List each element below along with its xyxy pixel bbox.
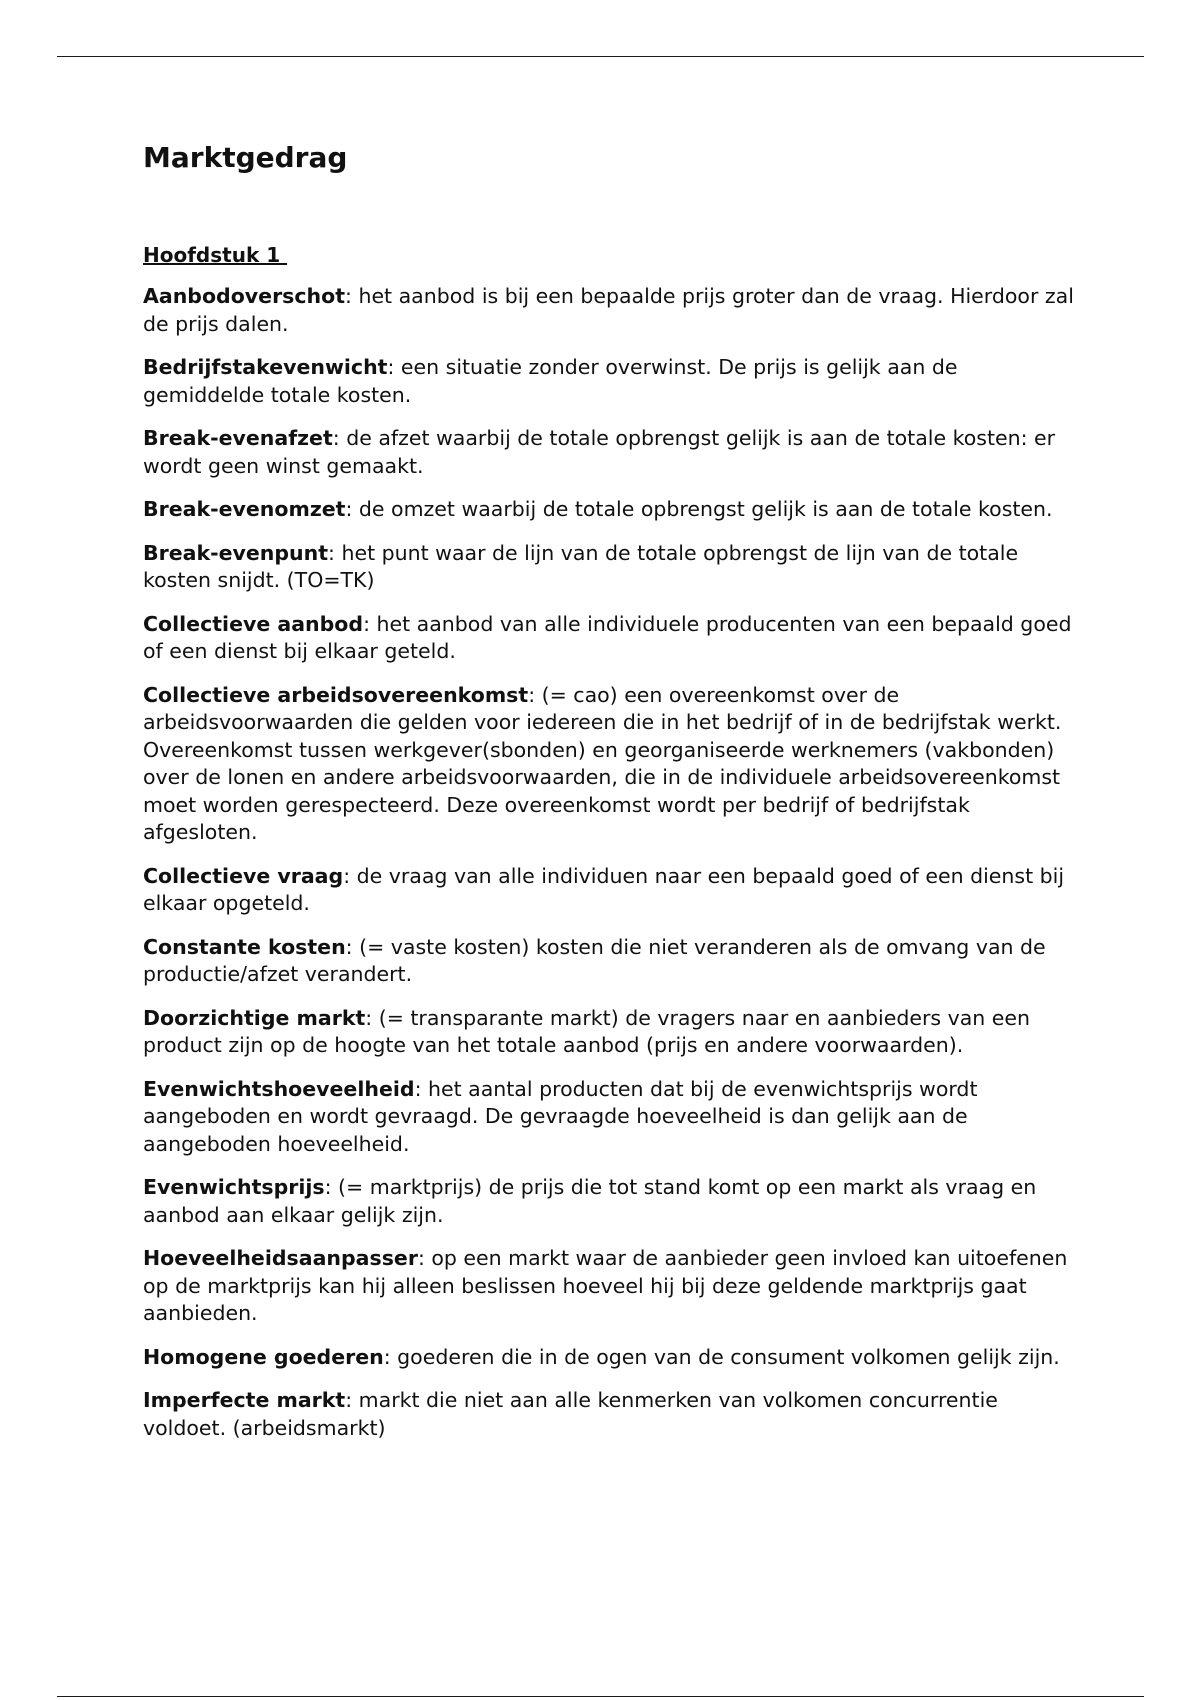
- glossary-definition: : (= cao) een overeenkomst over de arbeidsvoorwaarden die gelden voor iedereen die in het bedrijf of in de bedrijfstak werkt. Overeenkomst tussen werkgever(sbonden) en georganiseerde werknemers (vakbonden) over de lonen en andere arbeidsvoorwaarden, die in de individuele arbeidsovereenkomst moet worden gerespecteerd. Deze overeenkomst wordt per bedrijf of bedrijfstak afgesloten.: [143, 682, 1062, 844]
- glossary-entry-collectieve-aanbod: [143, 611, 1083, 666]
- glossary-term: Constante kosten: [143, 934, 346, 959]
- glossary-entry-collectieve-vraag: [143, 863, 1083, 918]
- glossary-entry-aanbodoverschot: [143, 283, 1083, 338]
- document-title: Marktgedrag: [143, 141, 348, 174]
- glossary-definition: : de afzet waarbij de totale opbrengst gelijk is aan de totale kosten: er wordt geen winst gemaakt.: [143, 426, 1056, 478]
- glossary-definition: : op een markt waar de aanbieder geen invloed kan uitoefenen op de marktprijs kan hij alleen beslissen hoeveel hij bij deze geldende marktprijs gaat aanbieden.: [143, 1246, 1068, 1325]
- header-rule: [57, 56, 1144, 57]
- glossary-definition: : een situatie zonder overwinst. De prijs is gelijk aan de gemiddelde totale kosten.: [143, 355, 958, 407]
- glossary-definition: : de vraag van alle individuen naar een bepaald goed of een dienst bij elkaar opgeteld.: [143, 863, 1065, 915]
- glossary-definition: : (= marktprijs) de prijs die tot stand komt op een markt als vraag en aanbod aan elkaar gelijk zijn.: [143, 1175, 1037, 1227]
- chapter-heading: Hoofdstuk 1: [143, 243, 288, 267]
- glossary-term: Collectieve aanbod: [143, 611, 364, 636]
- glossary-definition: : het aanbod is bij een bepaalde prijs groter dan de vraag. Hierdoor zal de prijs dalen.: [143, 284, 1074, 336]
- glossary-definition: : het punt waar de lijn van de totale opbrengst de lijn van de totale kosten snijdt. (TO=TK): [143, 540, 1019, 592]
- glossary-term: Collectieve vraag: [143, 863, 344, 888]
- glossary-term: Doorzichtige markt: [143, 1005, 366, 1030]
- glossary-term: Evenwichtshoeveelheid: [143, 1076, 415, 1101]
- glossary-term: Break-evenomzet: [143, 497, 346, 521]
- glossary-definition: : het aantal producten dat bij de evenwichtsprijs wordt aangeboden en wordt gevraagd. De gevraagde hoeveelheid is dan gelijk aan de aangeboden hoeveelheid.: [143, 1076, 978, 1156]
- glossary-definition: : de omzet waarbij de totale opbrengst gelijk is aan de totale kosten.: [345, 497, 1053, 521]
- glossary-term: Homogene goederen: [143, 1344, 384, 1369]
- glossary-definition: : markt die niet aan alle kenmerken van volkomen concurrentie voldoet. (arbeidsmarkt): [143, 1388, 998, 1440]
- glossary-definition: : goederen die in de ogen van de consument volkomen gelijk zijn.: [383, 1344, 1060, 1369]
- glossary-entry-break-evenpunt: [143, 540, 1083, 595]
- glossary-term: Hoeveelheidsaanpasser: [143, 1246, 418, 1270]
- glossary-entry-homogene-goederen: [143, 1344, 1083, 1372]
- glossary-entry-evenwichtsprijs: [143, 1174, 1083, 1229]
- glossary-term: Bedrijfstakevenwicht: [143, 355, 388, 379]
- footer-rule: [57, 1696, 1144, 1697]
- glossary-entry-constante-kosten: [143, 934, 1083, 989]
- glossary-entry-evenwichtshoeveelheid: [143, 1076, 1083, 1159]
- document-body: [143, 138, 1083, 1458]
- glossary-term: Collectieve arbeidsovereenkomst: [143, 682, 529, 707]
- glossary-entry-break-evenafzet: [143, 425, 1083, 480]
- glossary-entry-imperfecte-markt: [143, 1387, 1083, 1442]
- glossary-entry-doorzichtige-markt: [143, 1005, 1083, 1060]
- glossary-entry-collectieve-arbeidsovereenkomst: [143, 682, 1083, 847]
- glossary-term: Aanbodoverschot: [143, 284, 346, 308]
- glossary-term: Break-evenpunt: [143, 540, 329, 565]
- glossary-term: Imperfecte markt: [143, 1388, 346, 1412]
- glossary-definition: : (= transparante markt) de vragers naar en aanbieders van een product zijn op de hoogte van het totale aanbod (prijs en andere voorwaarden).: [143, 1005, 1031, 1057]
- glossary-entry-break-evenomzet: [143, 496, 1083, 524]
- glossary-entry-bedrijfstakevenwicht: [143, 354, 1083, 409]
- glossary-definition: : (= vaste kosten) kosten die niet veranderen als de omvang van de productie/afzet verandert.: [143, 934, 1046, 986]
- glossary-list: [143, 283, 1083, 1442]
- glossary-term: Evenwichtsprijs: [143, 1175, 325, 1199]
- glossary-definition: : het aanbod van alle individuele producenten van een bepaald goed of een dienst bij elkaar geteld.: [143, 611, 1072, 663]
- glossary-term: Break-evenafzet: [143, 426, 333, 450]
- glossary-entry-hoeveelheidsaanpasser: [143, 1245, 1083, 1328]
